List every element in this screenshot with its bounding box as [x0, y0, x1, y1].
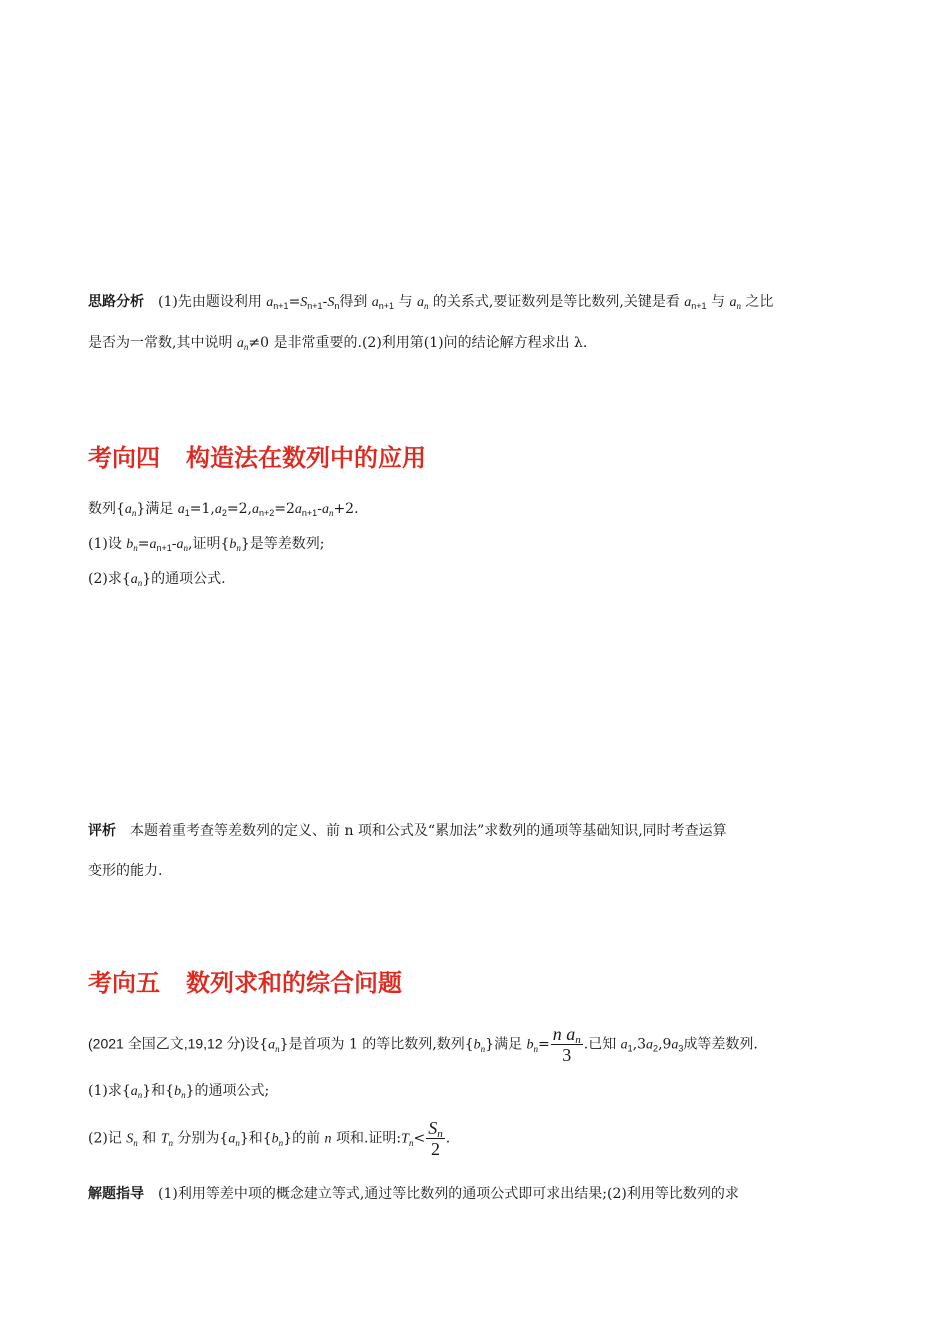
problem-4: [88, 499, 864, 590]
comment-label: 评析: [88, 823, 116, 839]
section-4-title: 构造法在数列中的应用: [186, 444, 426, 472]
guide-line: 解题指导 (1)利用等差中项的概念建立等式,通过等比数列的通项公式即可求出结果;(2)利用等比数列的求: [88, 1186, 739, 1202]
section-4-heading: [88, 442, 426, 474]
analysis-line-2: 是否为一常数,其中说明 $a_n\ne 0$ 是非常重要的.(2)利用第(1)问的结论解方程求出 λ.: [88, 335, 588, 352]
guide-label: 解题指导: [88, 1186, 144, 1202]
problem-4-question-1: (1)设 $b_n=a_{n+1}-a_n$,证明$\{b_n\}$是等差数列;: [88, 536, 325, 553]
problem-4-question-2: (2)求$\{a_n\}$的通项公式.: [88, 571, 226, 588]
analysis-block: [88, 292, 864, 354]
section-5-heading: [88, 967, 402, 999]
section-4-number: 考向四: [88, 444, 160, 472]
analysis-label: 思路分析: [88, 294, 144, 310]
section-5-number: 考向五: [88, 969, 160, 997]
fraction-sn-over-2: $\frac{S_n}{2}$: [428, 1118, 443, 1159]
comment-line-2: 变形的能力.: [88, 863, 163, 879]
problem-5-question-1: (1)求$\{a_n\}$和$\{b_n\}$的通项公式;: [88, 1083, 270, 1100]
section-5-title: 数列求和的综合问题: [186, 969, 402, 997]
comment-line-1: 评析 本题着重考查等差数列的定义、前 n 项和公式及“累加法”求数列的通项等基础知识,同时考查运算: [88, 823, 727, 839]
comment-block: [88, 821, 864, 881]
analysis-line-1: 思路分析 (1)先由题设利用 $a_{n+1}=S_{n+1}-S_n$得到 $a_{n+1}$ 与 $a_n$ 的关系式,要证数列是等比数列,关键是看 $a_{n+1}$ 与 $a_n$ 之比: [88, 294, 774, 311]
problem-5-source: (2021 全国乙文,19,12 分): [88, 1035, 246, 1052]
problem-5-question-2: (2)记 $S_n$ 和 $T_n$ 分别为$\{a_n\}$和$\{b_n\}$的前 n 项和.证明$:T_n<$ $\frac{S_n}{2}$ .: [88, 1118, 451, 1159]
guide-block: [88, 1184, 864, 1204]
fraction-na-over-3: $\frac{n a_n}{3}$: [552, 1024, 581, 1065]
problem-4-statement: 数列$\{a_n\}$满足 $a_1=1,a_2=2,a_{n+2}=2a_{n+1}-a_n+2$.: [88, 501, 359, 518]
problem-5-statement: (2021 全国乙文,19,12 分)设$\{a_n\}$是首项为 1 的等比数列,数列$\{b_n\}$满足 $b_n=$ $\frac{n a_n}{3}$ .已知 $a_1,3a_2,9a_3$成等差数列.: [88, 1024, 758, 1065]
problem-5: [88, 1024, 864, 1159]
